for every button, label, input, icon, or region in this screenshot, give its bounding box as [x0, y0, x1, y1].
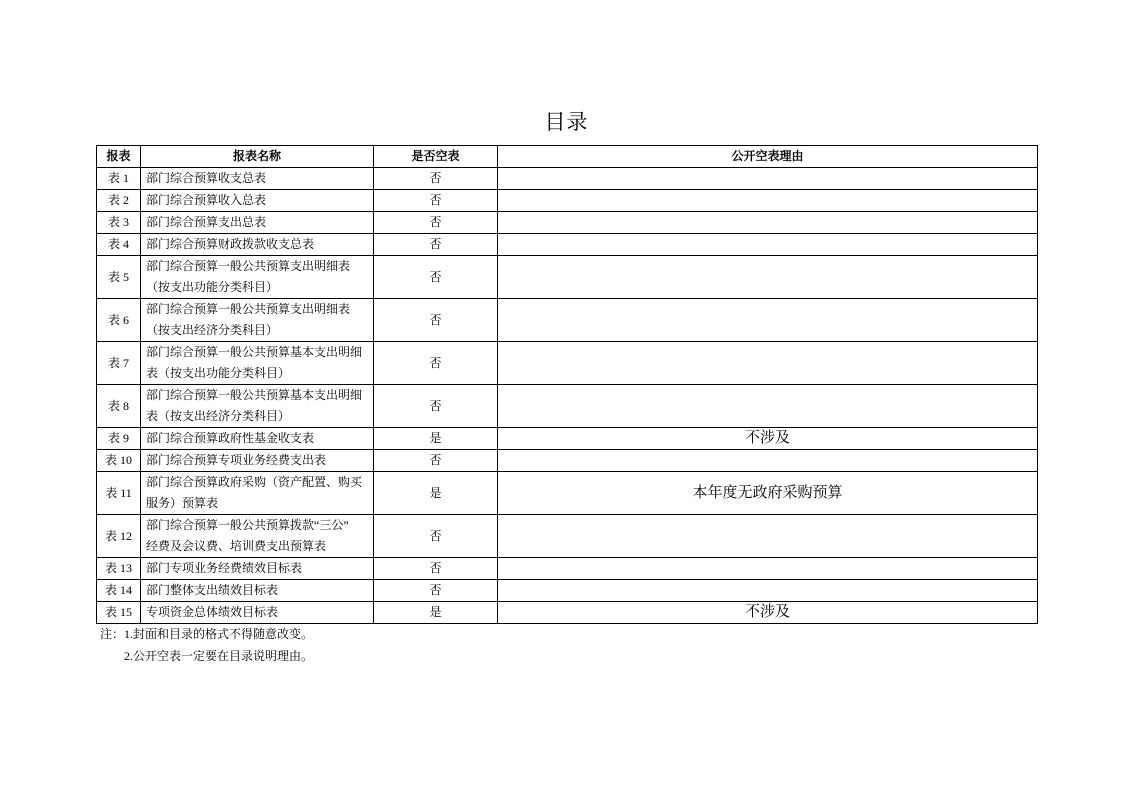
report-name-cell	[141, 256, 374, 299]
report-name-line: 部门综合预算一般公共预算基本支出明细	[146, 388, 363, 402]
reason-cell	[498, 299, 1038, 342]
report-id-cell: 表 14	[97, 580, 141, 602]
header-report: 报表	[97, 146, 141, 168]
reason-cell	[498, 385, 1038, 428]
is-empty-cell: 是	[374, 602, 498, 624]
reason-cell	[498, 190, 1038, 212]
report-name-cell	[141, 602, 374, 624]
report-name-line: 经费及会议费、培训费支出预算表	[146, 539, 327, 553]
report-name-line: 表（按支出功能分类科目）	[146, 366, 291, 380]
table-row	[97, 212, 1038, 234]
is-empty-cell: 否	[374, 342, 498, 385]
table-row	[97, 342, 1038, 385]
is-empty-cell: 否	[374, 256, 498, 299]
report-name-cell	[141, 558, 374, 580]
table-row	[97, 299, 1038, 342]
header-empty-reason: 公开空表理由	[498, 146, 1038, 168]
is-empty-cell: 否	[374, 515, 498, 558]
report-id-cell: 表 4	[97, 234, 141, 256]
header-report-name: 报表名称	[141, 146, 374, 168]
report-name-cell	[141, 450, 374, 472]
report-name-line: 部门综合预算专项业务经费支出表	[146, 453, 327, 467]
reason-cell	[498, 515, 1038, 558]
reason-cell: 不涉及	[498, 428, 1038, 450]
report-name-line: 部门综合预算财政拨款收支总表	[146, 237, 315, 251]
is-empty-cell: 否	[374, 299, 498, 342]
is-empty-cell: 否	[374, 190, 498, 212]
reason-cell	[498, 558, 1038, 580]
report-name-line: 部门综合预算收支总表	[146, 171, 267, 185]
report-name-line: 部门综合预算一般公共预算支出明细表	[146, 302, 351, 316]
report-name-line: 部门综合预算一般公共预算拨款“三公”	[146, 518, 349, 532]
page-title: 目录	[544, 110, 589, 134]
table-row	[97, 234, 1038, 256]
report-name-line: 表（按支出经济分类科目）	[146, 409, 291, 423]
table-row	[97, 168, 1038, 190]
report-id-cell: 表 12	[97, 515, 141, 558]
report-id-cell: 表 8	[97, 385, 141, 428]
report-id-cell: 表 1	[97, 168, 141, 190]
table-row	[97, 558, 1038, 580]
report-name-line: 部门综合预算一般公共预算基本支出明细	[146, 345, 363, 359]
report-name-cell	[141, 168, 374, 190]
report-id-cell: 表 9	[97, 428, 141, 450]
is-empty-cell: 否	[374, 558, 498, 580]
table-row	[97, 428, 1038, 450]
report-name-line: 服务）预算表	[146, 496, 219, 510]
table-row	[97, 190, 1038, 212]
footnote-2: 2.公开空表一定要在目录说明理由。	[124, 649, 314, 663]
report-id-cell: 表 15	[97, 602, 141, 624]
footnotes	[100, 623, 313, 667]
table-row	[97, 602, 1038, 624]
reason-cell: 不涉及	[498, 602, 1038, 624]
is-empty-cell: 否	[374, 385, 498, 428]
table-row	[97, 385, 1038, 428]
reason-cell	[498, 450, 1038, 472]
report-id-cell: 表 2	[97, 190, 141, 212]
report-name-cell	[141, 190, 374, 212]
table-row	[97, 472, 1038, 515]
report-name-cell	[141, 580, 374, 602]
report-name-cell	[141, 342, 374, 385]
report-name-cell	[141, 428, 374, 450]
reason-cell	[498, 342, 1038, 385]
table-row	[97, 450, 1038, 472]
report-id-cell: 表 6	[97, 299, 141, 342]
is-empty-cell: 否	[374, 234, 498, 256]
report-name-cell	[141, 234, 374, 256]
report-name-cell	[141, 472, 374, 515]
table-row	[97, 580, 1038, 602]
report-name-line: （按支出功能分类科目）	[146, 280, 279, 294]
report-id-cell: 表 7	[97, 342, 141, 385]
table-header-row	[97, 146, 1038, 168]
reason-cell	[498, 256, 1038, 299]
header-is-empty: 是否空表	[374, 146, 498, 168]
report-name-line: 部门专项业务经费绩效目标表	[146, 561, 303, 575]
report-id-cell: 表 3	[97, 212, 141, 234]
report-id-cell: 表 10	[97, 450, 141, 472]
reason-cell	[498, 212, 1038, 234]
report-id-cell: 表 13	[97, 558, 141, 580]
is-empty-cell: 是	[374, 428, 498, 450]
report-name-line: 部门综合预算支出总表	[146, 215, 267, 229]
report-id-cell: 表 5	[97, 256, 141, 299]
reason-cell: 本年度无政府采购预算	[498, 472, 1038, 515]
report-name-line: 部门综合预算一般公共预算支出明细表	[146, 259, 351, 273]
report-name-line: （按支出经济分类科目）	[146, 323, 279, 337]
report-name-cell	[141, 212, 374, 234]
report-name-line: 部门整体支出绩效目标表	[146, 583, 279, 597]
report-name-line: 专项资金总体绩效目标表	[146, 605, 279, 619]
report-name-cell	[141, 385, 374, 428]
is-empty-cell: 是	[374, 472, 498, 515]
reason-cell	[498, 580, 1038, 602]
report-id-cell: 表 11	[97, 472, 141, 515]
is-empty-cell: 否	[374, 580, 498, 602]
reason-cell	[498, 168, 1038, 190]
is-empty-cell: 否	[374, 168, 498, 190]
report-name-cell	[141, 515, 374, 558]
report-name-line: 部门综合预算政府采购（资产配置、购买	[146, 475, 363, 489]
catalog-table	[96, 145, 1038, 624]
footnote-1: 注：1.封面和目录的格式不得随意改变。	[100, 627, 314, 641]
report-name-cell	[141, 299, 374, 342]
report-name-line: 部门综合预算收入总表	[146, 193, 267, 207]
reason-cell	[498, 234, 1038, 256]
report-name-line: 部门综合预算政府性基金收支表	[146, 431, 315, 445]
table-row	[97, 256, 1038, 299]
is-empty-cell: 否	[374, 450, 498, 472]
is-empty-cell: 否	[374, 212, 498, 234]
table-row	[97, 515, 1038, 558]
